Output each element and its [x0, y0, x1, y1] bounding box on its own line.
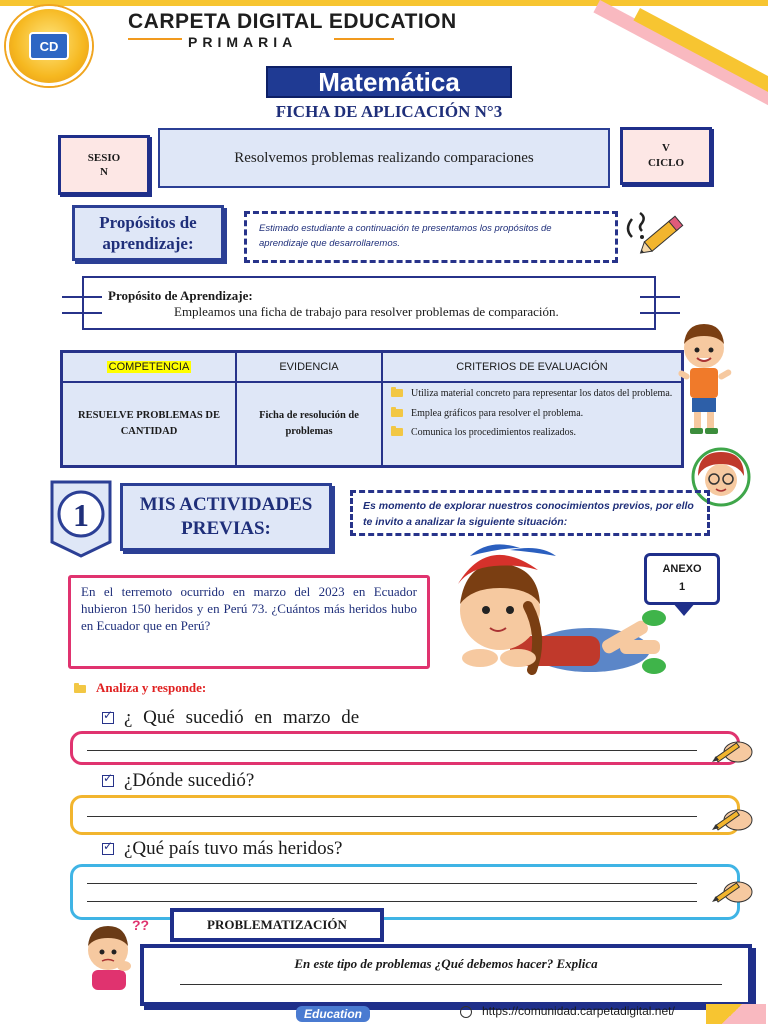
- session-title: Resolvemos problemas realizando comparaciones: [158, 128, 610, 188]
- checkbox-icon: [102, 775, 114, 787]
- globe-icon: [460, 1006, 472, 1018]
- answer-field-1[interactable]: [70, 731, 740, 765]
- svg-text:??: ??: [132, 917, 150, 933]
- activities-intro: Es momento de explorar nuestros conocimientos previos, por ello te invito a analizar la siguiente situación:: [350, 490, 710, 536]
- list-item: [389, 387, 677, 401]
- question-2: [102, 770, 254, 792]
- purposes-intro: Estimado estudiante a continuación te presentamos los propósitos de aprendizaje que desarrollaremos.: [244, 211, 618, 263]
- answer-line: [87, 750, 697, 751]
- activities-title: MIS ACTIVIDADES PREVIAS:: [120, 483, 332, 551]
- footer-decoration: [706, 1004, 766, 1024]
- list-item: [389, 407, 677, 421]
- purpose-description: Empleamos una ficha de trabajo para resolver problemas de comparación.: [174, 304, 559, 319]
- competency-table: [60, 350, 684, 468]
- question-text: ¿ Qué sucedió en marzo de: [124, 707, 360, 728]
- problematization-box: [140, 944, 752, 1006]
- checkbox-icon: [102, 843, 114, 855]
- list-item: [389, 426, 677, 440]
- analysis-label: [74, 680, 206, 696]
- checkbox-icon: [102, 712, 114, 724]
- criterion-text: Emplea gráficos para resolver el problema.: [411, 407, 584, 419]
- folder-icon: [391, 389, 403, 397]
- badge-number: 1: [73, 497, 89, 533]
- table-header-evidencia: EVIDENCIA: [237, 353, 383, 383]
- purpose-box: [82, 276, 656, 330]
- question-text: ¿Qué país tuvo más heridos?: [124, 838, 343, 859]
- subject-title: Matemática: [266, 66, 512, 98]
- worksheet-title: FICHA DE APLICACIÓN N°3: [275, 102, 503, 121]
- problem-statement: En el terremoto ocurrido en marzo del 2023 en Ecuador hubieron 150 heridos y en Perú 73. ¿Cuántos más heridos hubo en Ecuador que en Perú?: [68, 575, 430, 669]
- folder-icon: [74, 685, 86, 693]
- logo-text: CD: [29, 32, 69, 60]
- footer-brand: Education: [296, 1006, 370, 1022]
- question-1: [102, 707, 359, 729]
- brand-title: CARPETA DIGITAL EDUCATION: [128, 10, 457, 33]
- answer-line: [87, 901, 697, 902]
- annex-badge: [644, 553, 720, 605]
- header-stripe-pink: [593, 0, 768, 106]
- session-label: [58, 135, 150, 195]
- number-badge: [50, 480, 112, 558]
- cycle-label-line1: V: [662, 141, 670, 154]
- annex-label-line2: 1: [678, 581, 686, 593]
- cycle-label-line2: CICLO: [647, 157, 685, 169]
- hand-pencil-icon: [708, 866, 756, 908]
- answer-field-final[interactable]: [180, 984, 722, 985]
- criteria-list: [385, 383, 681, 446]
- annex-label-line1: ANEXO: [662, 563, 702, 576]
- header-competencia-text: COMPETENCIA: [108, 361, 190, 373]
- hand-pencil-icon: [708, 726, 756, 768]
- session-label-line1: SESIO: [87, 151, 121, 164]
- analysis-label-text: Analiza y responde:: [96, 680, 207, 695]
- boy-illustration: [672, 322, 736, 438]
- cycle-label: [620, 127, 712, 185]
- answer-line: [87, 883, 697, 884]
- brand-divider-right: [334, 38, 394, 40]
- folder-icon: [391, 428, 403, 436]
- footer-link[interactable]: https://comunidad.carpetadigital.net/: [482, 1004, 675, 1018]
- problematization-question: En este tipo de problemas ¿Qué debemos hacer? Explica: [294, 956, 598, 971]
- girl-lying-illustration: [440, 540, 666, 690]
- purposes-label: Propósitos de aprendizaje:: [72, 205, 224, 261]
- header-top-band: [0, 0, 768, 6]
- brand-divider-left: [128, 38, 182, 40]
- problematization-label: PROBLEMATIZACIÓN: [170, 908, 384, 942]
- table-header-criterios: CRITERIOS DE EVALUACIÓN: [383, 353, 681, 383]
- answer-field-2[interactable]: [70, 795, 740, 835]
- question-3: [102, 838, 342, 860]
- criterion-text: Comunica los procedimientos realizados.: [411, 427, 576, 438]
- criterion-text: Utiliza material concreto para representar los datos del problema.: [411, 388, 673, 399]
- annex-pointer: [672, 602, 696, 616]
- brand-subtitle: PRIMARIA: [188, 34, 298, 50]
- folder-icon: [391, 409, 403, 417]
- competencia-cell: RESUELVE PROBLEMAS DE CANTIDAD: [63, 383, 237, 465]
- hand-pencil-icon: [708, 794, 756, 836]
- session-label-line2: N: [100, 166, 108, 178]
- question-text: ¿Dónde sucedió?: [124, 770, 255, 791]
- purpose-heading: Propósito de Aprendizaje:: [108, 288, 253, 303]
- brand-logo: [6, 6, 92, 86]
- evidencia-cell: Ficha de resolución de problemas: [237, 383, 383, 465]
- answer-line: [87, 816, 697, 817]
- pencil-icon: [622, 205, 688, 261]
- table-header-competencia: [63, 353, 237, 383]
